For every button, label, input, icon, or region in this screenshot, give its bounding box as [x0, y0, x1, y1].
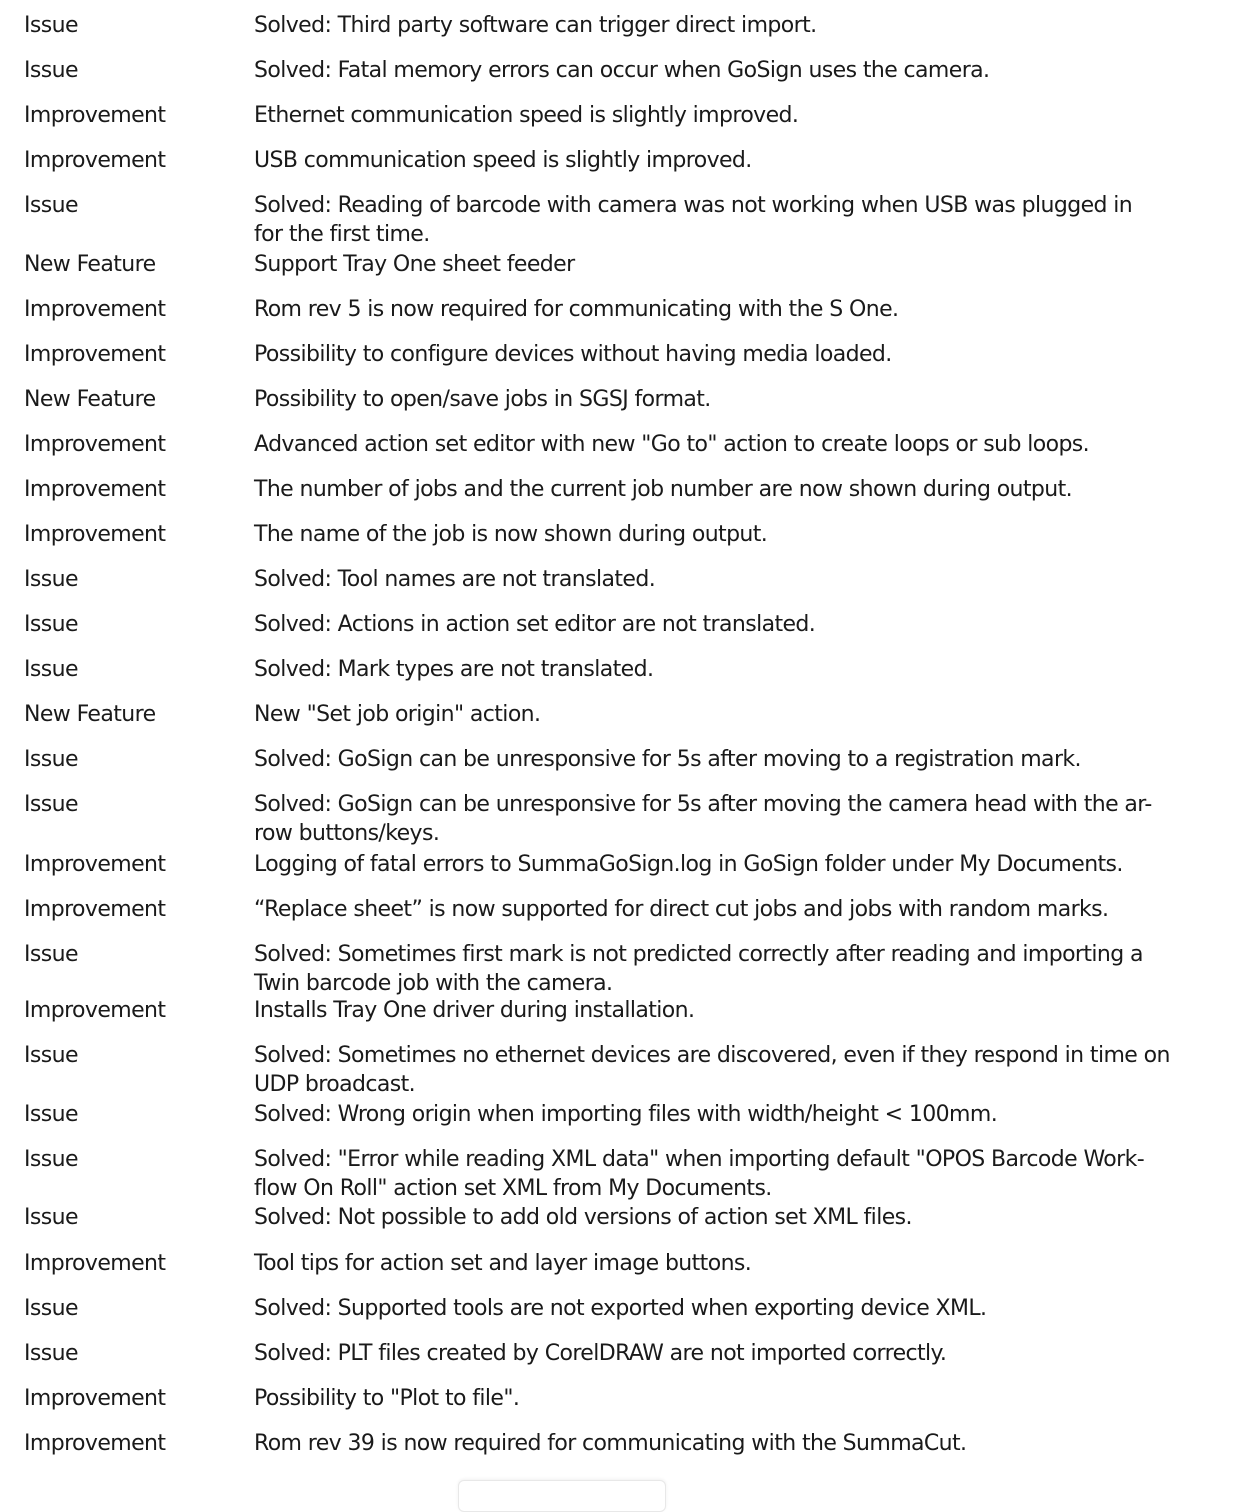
entry-description: “Replace sheet” is now supported for direct cut jobs and jobs with random marks.: [254, 897, 1109, 922]
entry-type: Issue: [24, 1043, 78, 1068]
entry-description: Solved: PLT files created by CorelDRAW are not imported correctly.: [254, 1341, 947, 1366]
entry-description: Solved: Tool names are not translated.: [254, 567, 656, 592]
entry-description: Possibility to open/save jobs in SGSJ format.: [254, 387, 711, 412]
entry-description: Solved: GoSign can be unresponsive for 5s after moving to a registration mark.: [254, 747, 1081, 772]
entry-type: Issue: [24, 13, 78, 38]
entry-type: Improvement: [24, 297, 166, 322]
entry-description: Solved: Actions in action set editor are not translated.: [254, 612, 816, 637]
entry-type: Issue: [24, 1296, 78, 1321]
entry-type: Issue: [24, 193, 78, 218]
entry-description: Advanced action set editor with new "Go to" action to create loops or sub loops.: [254, 432, 1090, 457]
entry-type: Improvement: [24, 1386, 166, 1411]
entry-type: Improvement: [24, 1431, 166, 1456]
entry-description: Ethernet communication speed is slightly improved.: [254, 103, 799, 128]
entry-type: Improvement: [24, 103, 166, 128]
entry-type: Issue: [24, 1102, 78, 1127]
entry-description: Rom rev 5 is now required for communicating with the S One.: [254, 297, 899, 322]
entry-type: Improvement: [24, 852, 166, 877]
entry-type: Improvement: [24, 522, 166, 547]
entry-description: Rom rev 39 is now required for communicating with the SummaCut.: [254, 1431, 967, 1456]
entry-description: The name of the job is now shown during output.: [254, 522, 768, 547]
entry-description: New "Set job origin" action.: [254, 702, 541, 727]
entry-description: Installs Tray One driver during installation.: [254, 998, 695, 1023]
entry-type: Issue: [24, 612, 78, 637]
entry-type: Improvement: [24, 1251, 166, 1276]
entry-description: Solved: Sometimes no ethernet devices are discovered, even if they respond in time on UDP broadcast.: [254, 1043, 1170, 1097]
entry-description: Solved: Mark types are not translated.: [254, 657, 654, 682]
entry-type: Improvement: [24, 148, 166, 173]
entry-description: Solved: Not possible to add old versions of action set XML files.: [254, 1205, 912, 1230]
entry-type: Issue: [24, 792, 78, 817]
entry-type: Improvement: [24, 998, 166, 1023]
page-footer-tab: [458, 1480, 666, 1512]
entry-type: Issue: [24, 58, 78, 83]
entry-description: Tool tips for action set and layer image buttons.: [254, 1251, 752, 1276]
entry-type: Improvement: [24, 342, 166, 367]
entry-description: USB communication speed is slightly improved.: [254, 148, 752, 173]
entry-description: Solved: Fatal memory errors can occur when GoSign uses the camera.: [254, 58, 990, 83]
entry-description: Solved: "Error while reading XML data" when importing default "OPOS Barcode Work- flow On Roll" action set XML from My Documents.: [254, 1147, 1145, 1201]
entry-type: Improvement: [24, 477, 166, 502]
entry-description: The number of jobs and the current job number are now shown during output.: [254, 477, 1073, 502]
entry-type: Issue: [24, 567, 78, 592]
entry-type: New Feature: [24, 387, 156, 412]
entry-description: Possibility to "Plot to file".: [254, 1386, 520, 1411]
entry-description: Solved: Supported tools are not exported when exporting device XML.: [254, 1296, 987, 1321]
entry-type: Issue: [24, 747, 78, 772]
entry-type: Issue: [24, 1205, 78, 1230]
entry-type: Issue: [24, 657, 78, 682]
entry-description: Support Tray One sheet feeder: [254, 252, 575, 277]
entry-description: Logging of fatal errors to SummaGoSign.log in GoSign folder under My Documents.: [254, 852, 1123, 877]
entry-type: New Feature: [24, 252, 156, 277]
entry-type: Issue: [24, 1147, 78, 1172]
entry-type: Issue: [24, 942, 78, 967]
entry-description: Possibility to configure devices without having media loaded.: [254, 342, 892, 367]
entry-description: Solved: GoSign can be unresponsive for 5s after moving the camera head with the ar- row buttons/keys.: [254, 792, 1152, 846]
entry-description: Solved: Third party software can trigger direct import.: [254, 13, 817, 38]
entry-type: Improvement: [24, 897, 166, 922]
entry-description: Solved: Wrong origin when importing files with width/height < 100mm.: [254, 1102, 998, 1127]
entry-description: Solved: Sometimes first mark is not predicted correctly after reading and importing a Twin barcode job with the camera.: [254, 942, 1143, 996]
entry-type: Issue: [24, 1341, 78, 1366]
entry-description: Solved: Reading of barcode with camera was not working when USB was plugged in for the first time.: [254, 193, 1133, 247]
entry-type: New Feature: [24, 702, 156, 727]
entry-type: Improvement: [24, 432, 166, 457]
